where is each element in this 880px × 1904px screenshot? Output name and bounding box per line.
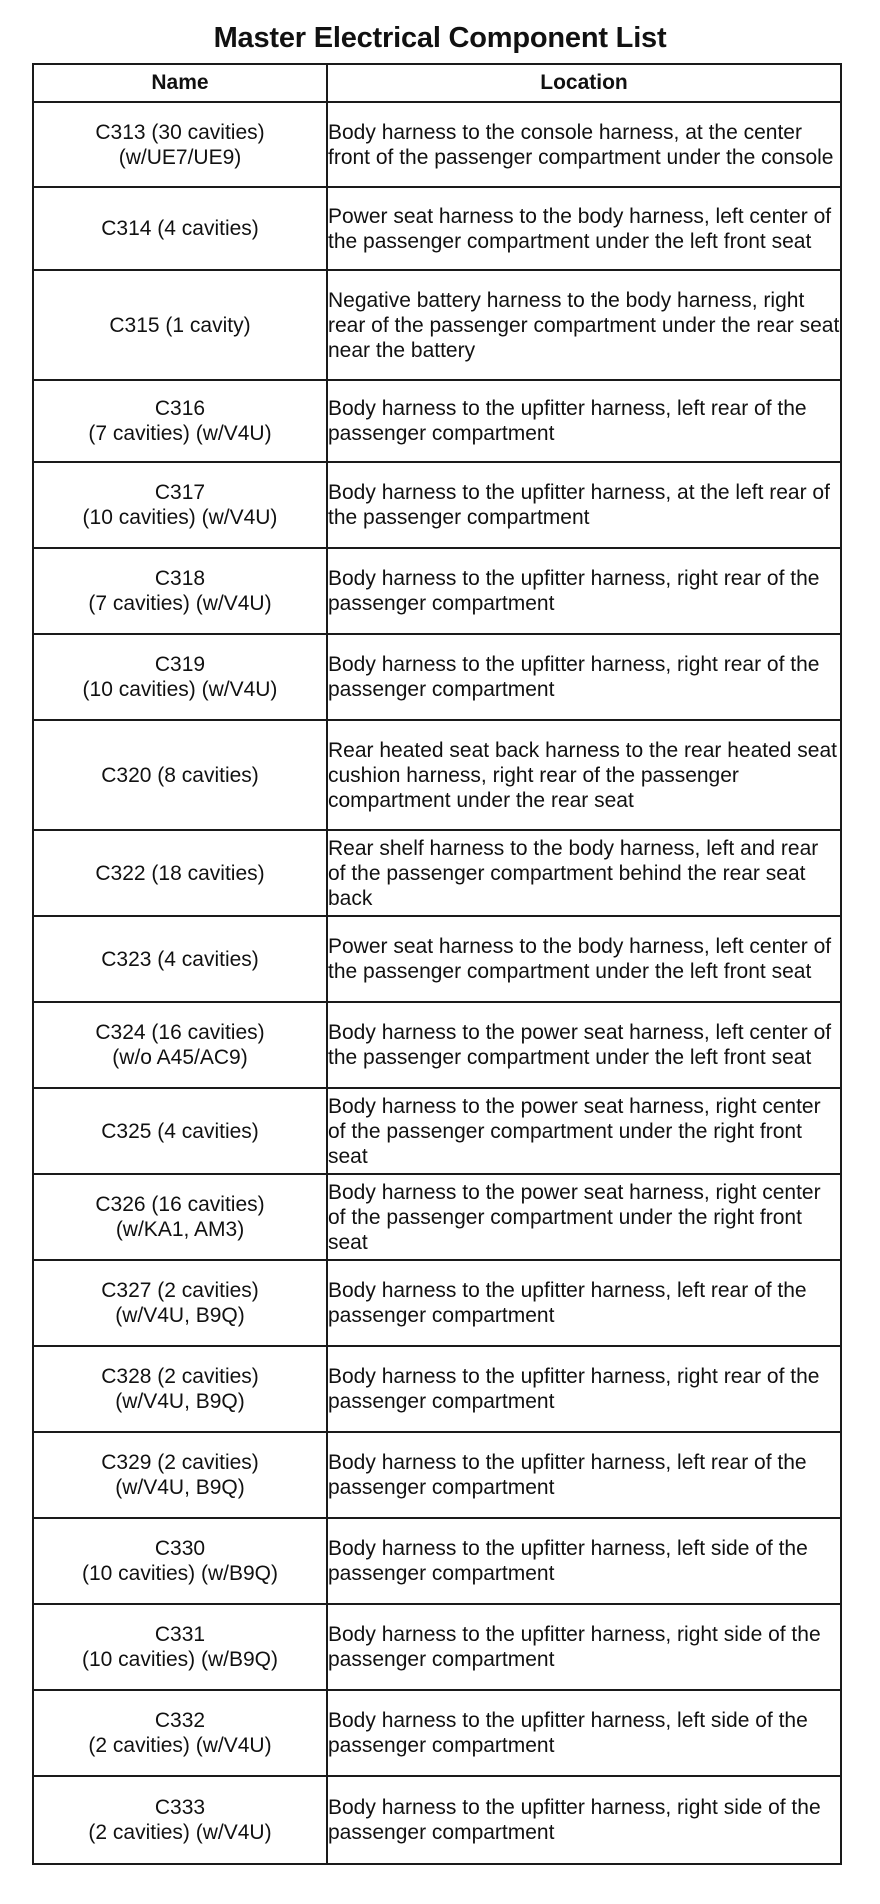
component-location: Body harness to the upfitter harness, right side of the passenger compartment [327, 1604, 841, 1690]
component-location: Power seat harness to the body harness, left center of the passenger compartment under the left front seat [327, 916, 841, 1002]
component-location: Negative battery harness to the body harness, right rear of the passenger compartment under the rear seat near the battery [327, 270, 841, 380]
table-row [33, 916, 841, 1002]
table-row [33, 270, 841, 380]
table-row [33, 548, 841, 634]
table-row [33, 1174, 841, 1260]
table-row [33, 1690, 841, 1776]
component-location: Body harness to the power seat harness, left center of the passenger compartment under the left front seat [327, 1002, 841, 1088]
component-name: C313 (30 cavities) (w/UE7/UE9) [33, 102, 327, 187]
component-location: Body harness to the upfitter harness, at the left rear of the passenger compartment [327, 462, 841, 548]
component-location: Body harness to the power seat harness, right center of the passenger compartment under the right front seat [327, 1088, 841, 1174]
component-name: C329 (2 cavities) (w/V4U, B9Q) [33, 1432, 327, 1518]
table-row [33, 720, 841, 830]
table-row [33, 1776, 841, 1864]
component-table [32, 63, 842, 1865]
component-location: Body harness to the upfitter harness, right rear of the passenger compartment [327, 634, 841, 720]
component-location: Body harness to the upfitter harness, left rear of the passenger compartment [327, 1432, 841, 1518]
component-location: Body harness to the upfitter harness, left rear of the passenger compartment [327, 380, 841, 462]
component-location: Body harness to the console harness, at the center front of the passenger compartment under the console [327, 102, 841, 187]
component-name: C328 (2 cavities) (w/V4U, B9Q) [33, 1346, 327, 1432]
component-name: C323 (4 cavities) [33, 916, 327, 1002]
component-location: Body harness to the upfitter harness, left side of the passenger compartment [327, 1518, 841, 1604]
component-name: C314 (4 cavities) [33, 187, 327, 270]
column-header-location: Location [327, 64, 841, 102]
table-row [33, 1002, 841, 1088]
component-location: Body harness to the upfitter harness, right side of the passenger compartment [327, 1776, 841, 1864]
component-location: Body harness to the power seat harness, right center of the passenger compartment under the right front seat [327, 1174, 841, 1260]
component-location: Rear heated seat back harness to the rear heated seat cushion harness, right rear of the passenger compartment under the rear seat [327, 720, 841, 830]
table-header-row [33, 64, 841, 102]
component-name: C333 (2 cavities) (w/V4U) [33, 1776, 327, 1864]
column-header-name: Name [33, 64, 327, 102]
component-name: C318 (7 cavities) (w/V4U) [33, 548, 327, 634]
component-name: C317 (10 cavities) (w/V4U) [33, 462, 327, 548]
component-name: C326 (16 cavities) (w/KA1, AM3) [33, 1174, 327, 1260]
table-row [33, 380, 841, 462]
component-location: Rear shelf harness to the body harness, left and rear of the passenger compartment behind the rear seat back [327, 830, 841, 916]
table-row [33, 1346, 841, 1432]
table-row [33, 102, 841, 187]
component-name: C324 (16 cavities) (w/o A45/AC9) [33, 1002, 327, 1088]
table-row [33, 634, 841, 720]
component-name: C325 (4 cavities) [33, 1088, 327, 1174]
component-name: C316 (7 cavities) (w/V4U) [33, 380, 327, 462]
component-location: Body harness to the upfitter harness, right rear of the passenger compartment [327, 548, 841, 634]
component-name: C315 (1 cavity) [33, 270, 327, 380]
table-row [33, 1518, 841, 1604]
table-row [33, 187, 841, 270]
component-name: C330 (10 cavities) (w/B9Q) [33, 1518, 327, 1604]
component-name: C327 (2 cavities) (w/V4U, B9Q) [33, 1260, 327, 1346]
component-location: Body harness to the upfitter harness, right rear of the passenger compartment [327, 1346, 841, 1432]
table-row [33, 1432, 841, 1518]
table-row [33, 462, 841, 548]
table-row [33, 1260, 841, 1346]
component-name: C331 (10 cavities) (w/B9Q) [33, 1604, 327, 1690]
table-row [33, 1604, 841, 1690]
component-name: C320 (8 cavities) [33, 720, 327, 830]
component-name: C322 (18 cavities) [33, 830, 327, 916]
table-row [33, 830, 841, 916]
component-location: Body harness to the upfitter harness, left side of the passenger compartment [327, 1690, 841, 1776]
component-location: Body harness to the upfitter harness, left rear of the passenger compartment [327, 1260, 841, 1346]
page-title: Master Electrical Component List [213, 22, 667, 54]
component-location: Power seat harness to the body harness, left center of the passenger compartment under the left front seat [327, 187, 841, 270]
component-name: C319 (10 cavities) (w/V4U) [33, 634, 327, 720]
table-row [33, 1088, 841, 1174]
component-name: C332 (2 cavities) (w/V4U) [33, 1690, 327, 1776]
